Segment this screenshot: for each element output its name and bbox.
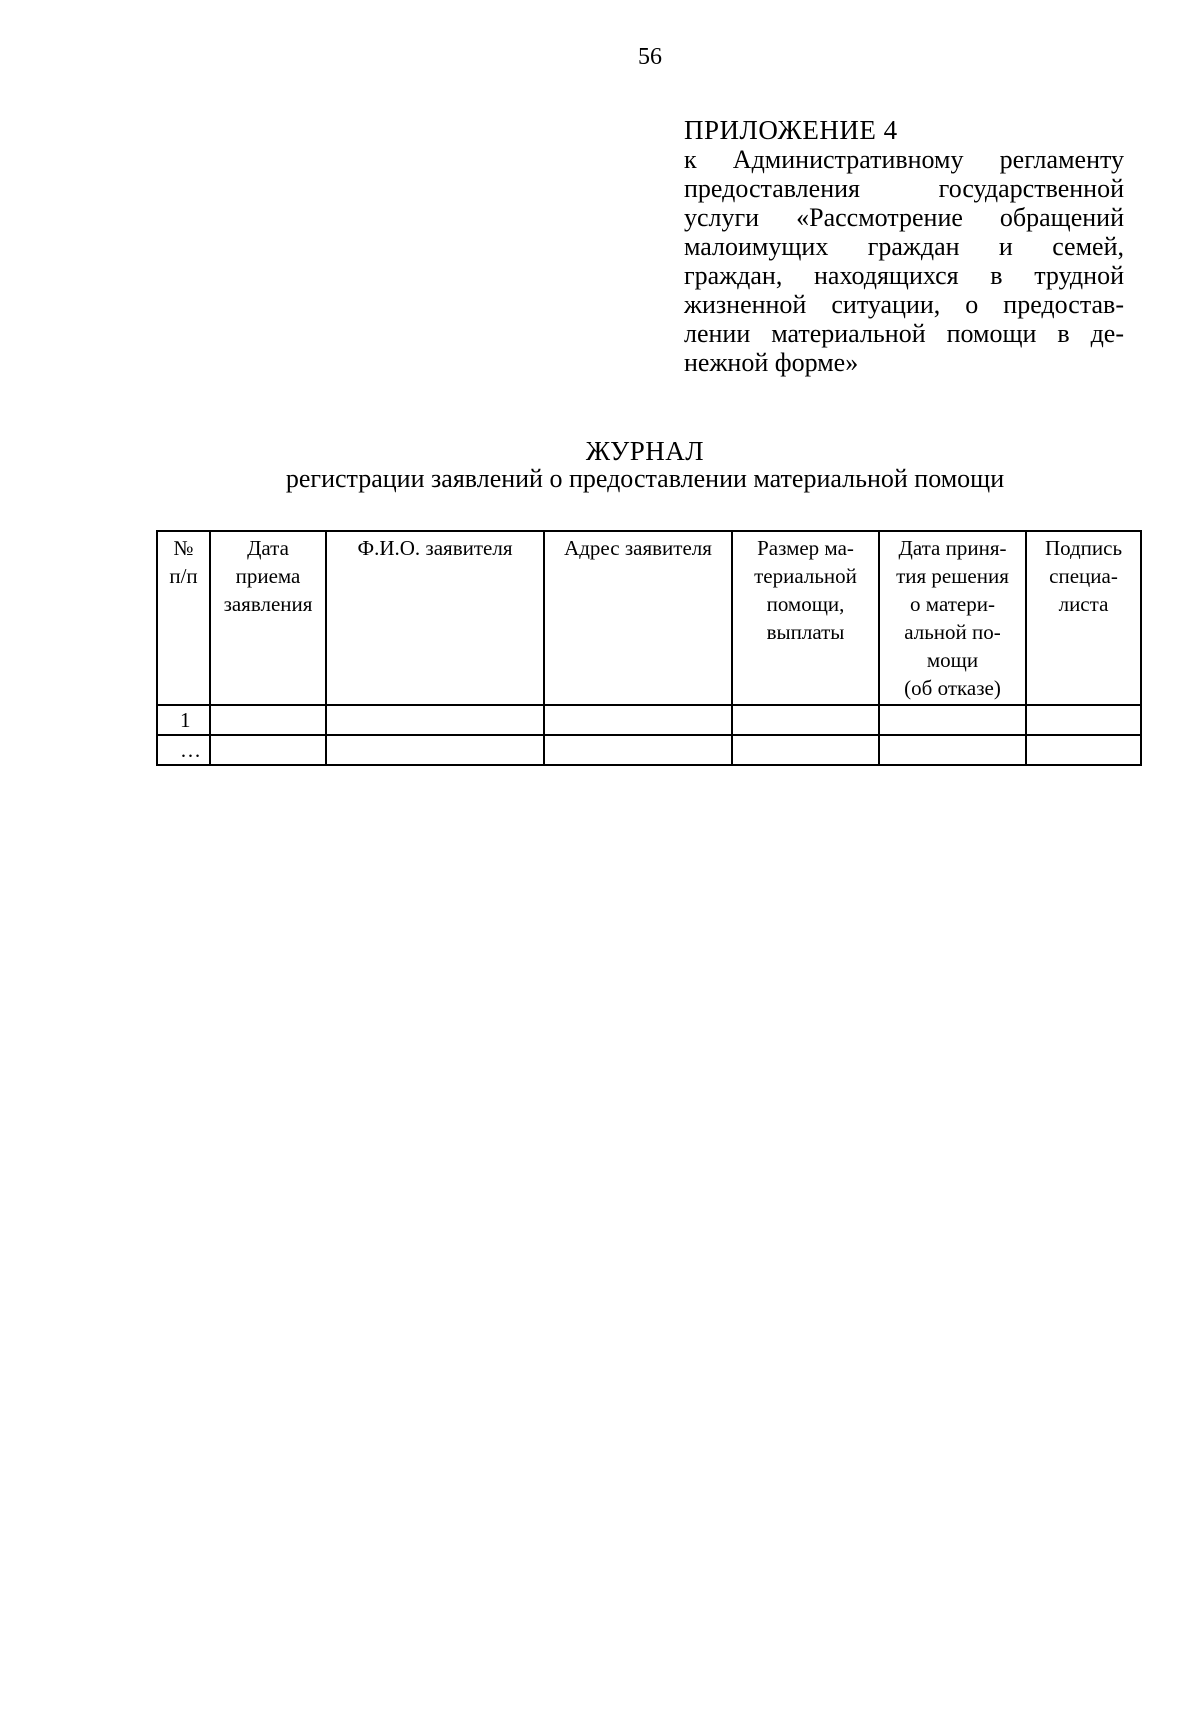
header-text: заявления bbox=[223, 592, 313, 616]
header-text: выплаты bbox=[766, 620, 845, 644]
appendix-line: граждан, находящихся в трудной bbox=[684, 261, 1124, 290]
page-number: 56 bbox=[638, 44, 662, 70]
header-text: помощи, bbox=[766, 592, 845, 616]
header-text: листа bbox=[1058, 592, 1109, 616]
appendix-line: жизненной ситуации, о предостав- bbox=[684, 290, 1124, 319]
header-text: п/п bbox=[169, 564, 198, 588]
header-text: о матери- bbox=[910, 592, 995, 616]
header-text: Дата bbox=[247, 536, 289, 560]
header-text: специа- bbox=[1049, 564, 1118, 588]
table-cell bbox=[544, 735, 732, 765]
header-cell-aid-amount bbox=[732, 531, 879, 705]
table-cell bbox=[544, 705, 732, 735]
journal-subtitle: регистрации заявлений о предоставлении материальной помощи bbox=[285, 464, 1005, 493]
table-cell bbox=[879, 705, 1026, 735]
appendix-line: к Административному регламенту bbox=[684, 145, 1124, 174]
journal-title: ЖУРНАЛ bbox=[585, 436, 705, 466]
table-cell: 1 bbox=[157, 705, 210, 735]
header-text: Ф.И.О. заявителя bbox=[357, 536, 513, 560]
header-cell-number bbox=[157, 531, 210, 705]
header-cell-date-received bbox=[210, 531, 326, 705]
header-text: Адрес заявителя bbox=[564, 536, 712, 560]
header-cell-decision-date bbox=[879, 531, 1026, 705]
appendix-line: услуги «Рассмотрение обращений bbox=[684, 203, 1124, 232]
header-text: Дата приня- bbox=[898, 536, 1007, 560]
header-cell-applicant-name bbox=[326, 531, 544, 705]
table-cell bbox=[210, 735, 326, 765]
table-cell bbox=[326, 735, 544, 765]
appendix-line: лении материальной помощи в де- bbox=[684, 319, 1124, 348]
appendix-line: предоставления государственной bbox=[684, 174, 1124, 203]
table-cell bbox=[732, 735, 879, 765]
appendix-line: нежной форме» bbox=[684, 348, 859, 377]
header-text: № bbox=[173, 536, 194, 560]
header-text: (об отказе) bbox=[904, 676, 1001, 700]
table-cell bbox=[326, 705, 544, 735]
table-row bbox=[157, 705, 1141, 735]
appendix-block bbox=[684, 116, 1124, 377]
header-text: мощи bbox=[926, 648, 979, 672]
journal-table bbox=[156, 530, 1142, 766]
header-text: тия решения bbox=[896, 564, 1009, 588]
table-row bbox=[157, 735, 1141, 765]
table-cell bbox=[732, 705, 879, 735]
table-cell bbox=[1026, 735, 1141, 765]
header-text: Размер ма- bbox=[757, 536, 854, 560]
table-cell bbox=[210, 705, 326, 735]
table-header-row bbox=[157, 531, 1141, 705]
header-text: териальной bbox=[754, 564, 857, 588]
appendix-line: малоимущих граждан и семей, bbox=[684, 232, 1124, 261]
header-cell-applicant-address bbox=[544, 531, 732, 705]
header-text: Подпись bbox=[1044, 536, 1123, 560]
table-cell bbox=[1026, 705, 1141, 735]
appendix-title: ПРИЛОЖЕНИЕ 4 bbox=[684, 115, 898, 145]
header-text: приема bbox=[235, 564, 301, 588]
header-cell-specialist-signature bbox=[1026, 531, 1141, 705]
header-text: альной по- bbox=[904, 620, 1001, 644]
table-cell bbox=[879, 735, 1026, 765]
table-cell: … bbox=[157, 735, 210, 765]
